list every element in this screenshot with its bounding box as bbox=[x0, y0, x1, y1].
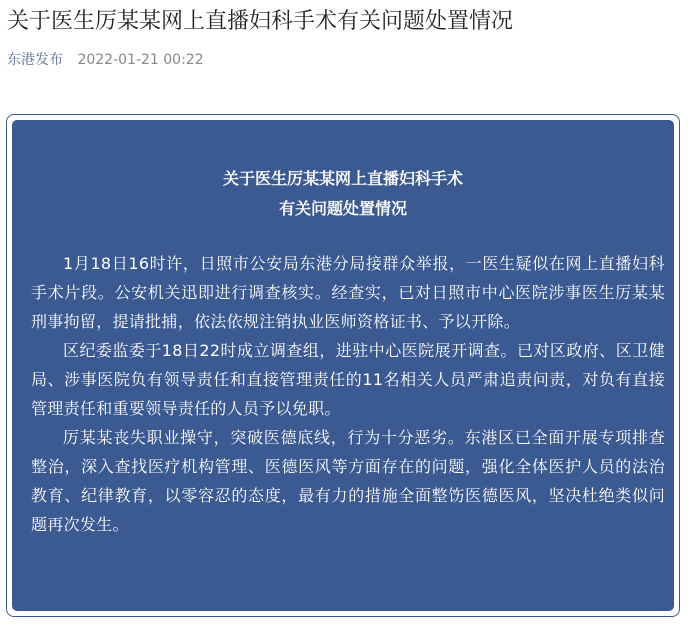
notice-paragraph: 厉某某丧失职业操守，突破医德底线，行为十分恶劣。东港区已全面开展专项排查整治，深入查找医疗机构管理、医德医风等方面存在的问题，强化全体医护人员的法治教育、纪律教育，以零容忍的态度，最有力的措施全面整饬医德医风，坚决杜绝类似问题再次发生。 bbox=[31, 428, 665, 534]
notice-paragraph: 1月18日16时许，日照市公安局东港分局接群众举报，一医生疑似在网上直播妇科手术片段。公安机关迅即进行调查核实。经查实，已对日照市中心医院涉事医生厉某某刑事拘留，提请批捕，依法依规注销执业医师资格证书、予以开除。 bbox=[31, 254, 665, 331]
notice-image-frame bbox=[6, 114, 680, 617]
notice-heading-line-2: 有关问题处置情况 bbox=[278, 199, 407, 218]
notice-paragraph: 区纪委监委于18日22时成立调查组，进驻中心医院展开调查。已对区政府、区卫健局、涉事医院负有领导责任和直接管理责任的11名相关人员严肃追责问责，对负有直接管理责任和重要领导责任的人员予以免职。 bbox=[31, 341, 665, 418]
article-title: 关于医生厉某某网上直播妇科手术有关问题处置情况 bbox=[7, 9, 514, 34]
article-source-link[interactable]: 东港发布 bbox=[7, 52, 63, 68]
notice-body bbox=[31, 249, 665, 539]
notice-heading bbox=[12, 164, 674, 224]
article-meta bbox=[7, 50, 204, 70]
notice-heading-line-1: 关于医生厉某某网上直播妇科手术 bbox=[222, 169, 463, 188]
notice-panel bbox=[12, 120, 674, 611]
publish-datetime: 2022-01-21 00:22 bbox=[77, 52, 204, 68]
